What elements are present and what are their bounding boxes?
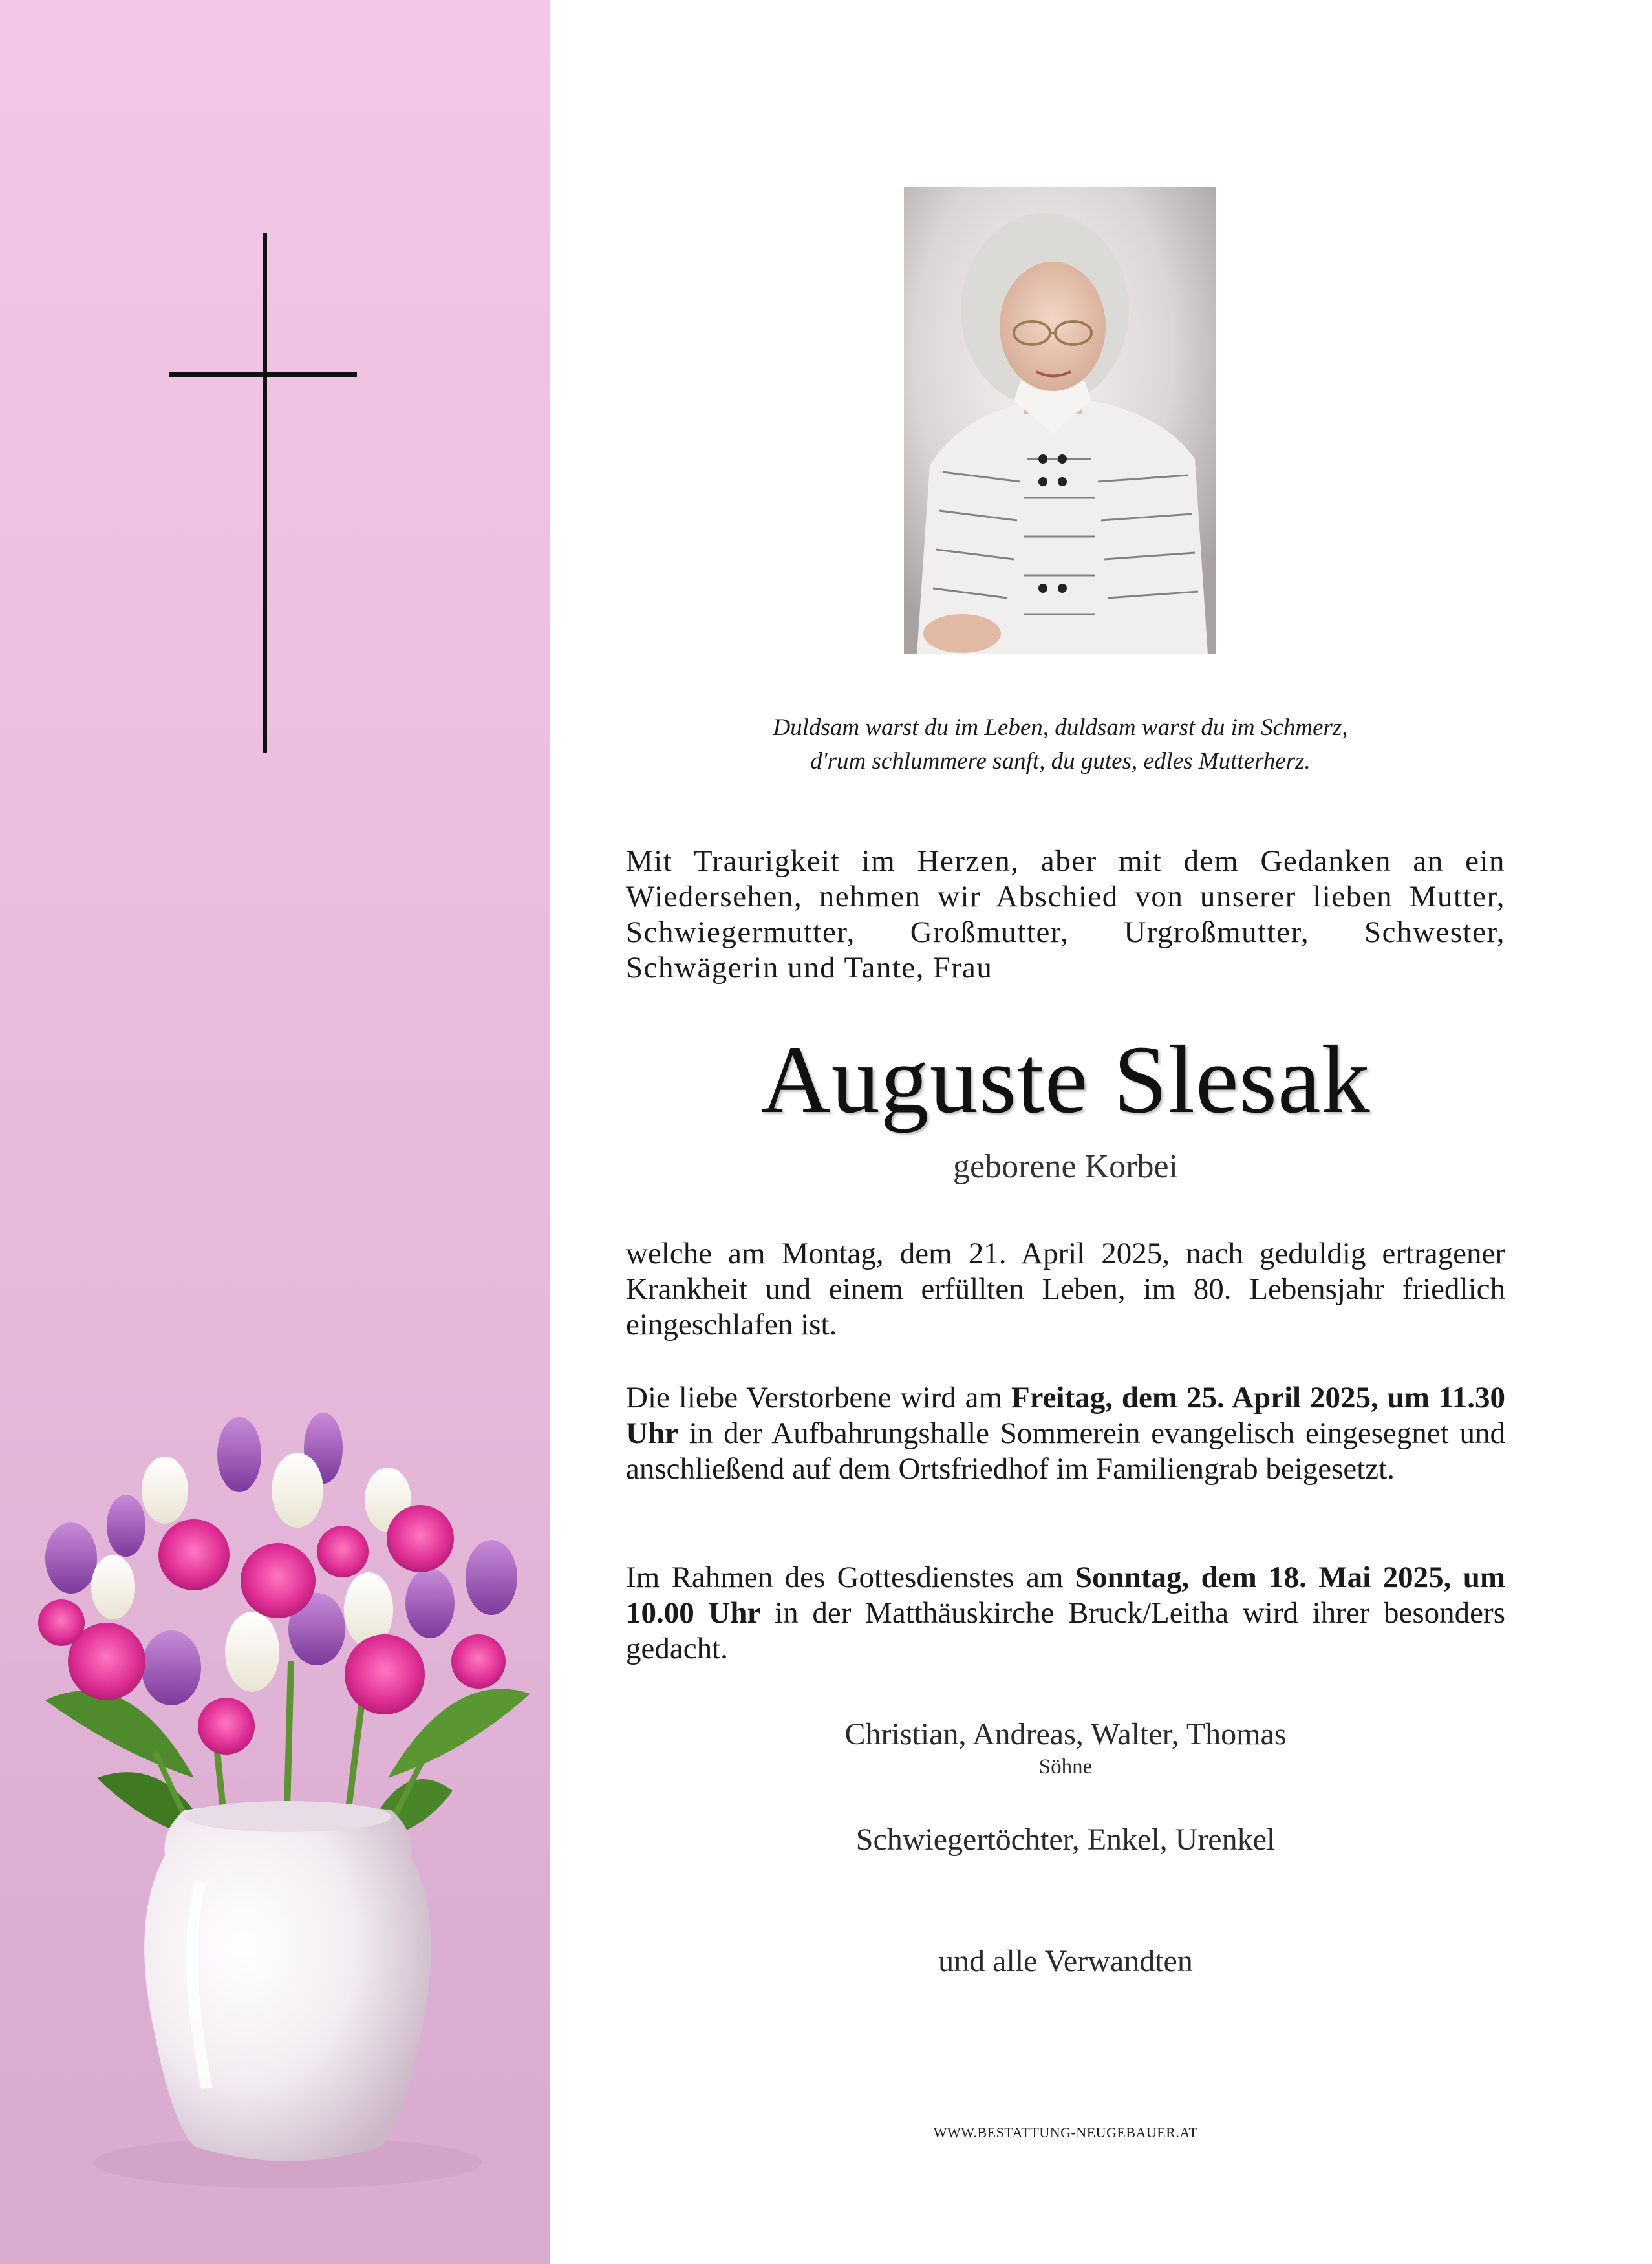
funeral-date: Freitag, dem 25. April 2025, um 11.30 Uhr xyxy=(626,1381,1505,1450)
memorial-verse xyxy=(634,711,1487,778)
verse-line-1: Duldsam warst du im Leben, duldsam warst du im Schmerz, xyxy=(773,714,1348,741)
verse-line-2: d'rum schlummere sanft, du gutes, edles Mutterherz. xyxy=(810,748,1311,774)
funeral-text-before: Die liebe Verstorbene wird am xyxy=(626,1381,1011,1415)
sons-names: Christian, Andreas, Walter, Thomas xyxy=(844,1717,1287,1751)
maiden-name: geborene Korbei xyxy=(953,1148,1178,1185)
portrait-photo xyxy=(904,187,1216,654)
relatives: und alle Verwandten xyxy=(938,1944,1193,1978)
service-text-before: Im Rahmen des Gottesdienstes am xyxy=(626,1561,1075,1594)
sons-role: Söhne xyxy=(1038,1755,1093,1778)
intro-paragraph: Mit Traurigkeit im Herzen, aber mit dem Gedanken an ein Wiedersehen, nehmen wir Abschied von unserer lieben Mutter, Schwiegermutter, Großmutter, Urgroßmutter, Schwester, Schwägerin und Tante, Frau xyxy=(626,844,1505,985)
death-notice-paragraph: welche am Montag, dem 21. April 2025, nach geduldig ertragener Krankheit und einem erfüllten Leben, im 80. Lebensjahr friedlich eingeschlafen ist. xyxy=(626,1237,1505,1341)
funeral-paragraph xyxy=(626,1380,1505,1487)
service-paragraph xyxy=(626,1560,1505,1667)
decorative-side-panel xyxy=(0,0,550,2264)
deceased-name: Auguste Slesak xyxy=(760,1026,1371,1133)
in-laws-grandchildren: Schwiegertöchter, Enkel, Urenkel xyxy=(855,1822,1276,1857)
funeral-text-after: in der Aufbahrungshalle Sommerein evangelisch eingesegnet und anschließend auf dem Ortsfriedhof im Familiengrab beigesetzt. xyxy=(626,1416,1505,1486)
service-date: Sonntag, dem 18. Mai 2025, um 10.00 Uhr xyxy=(626,1561,1505,1630)
service-text-after: in der Matthäuskirche Bruck/Leitha wird ihrer besonders gedacht. xyxy=(626,1596,1505,1665)
website-link[interactable]: WWW.BESTATTUNG-NEUGEBAUER.AT xyxy=(933,2124,1198,2141)
cross-icon xyxy=(0,0,550,776)
flower-vase-illustration xyxy=(0,1390,550,2264)
